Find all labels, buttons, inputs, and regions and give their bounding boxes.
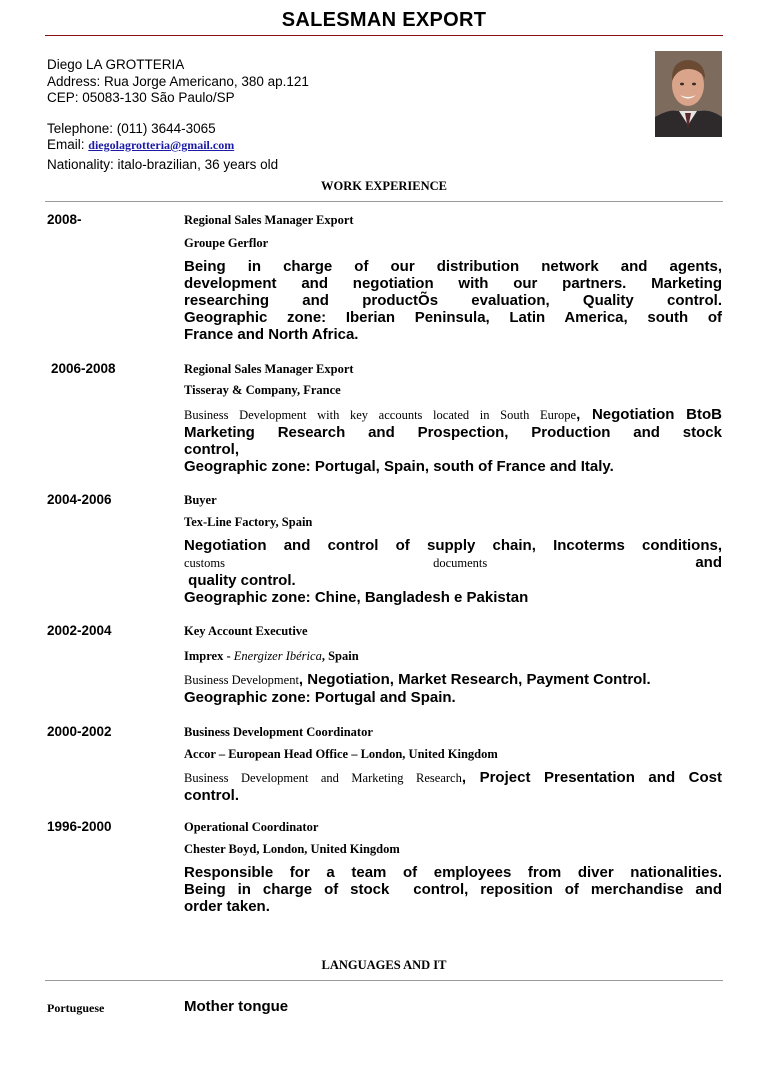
description-line: order taken.: [184, 898, 270, 915]
description-line: Geographic zone: Iberian Peninsula, Latin America, south of: [184, 309, 722, 326]
company-name: Imprex -: [184, 649, 234, 663]
description-line: Negotiation and control of supply chain, Incoterms conditions,: [184, 537, 722, 554]
description-line: development and negotiation with our partners. Marketing: [184, 275, 722, 292]
description-lead-bold: , Negotiation, Market Research, Payment Control.: [298, 671, 651, 688]
language-level: Mother tongue: [184, 998, 289, 1015]
document-title: SALESMAN EXPORT: [281, 9, 487, 31]
job-company: [184, 649, 359, 664]
description-word: and: [695, 554, 722, 571]
job-years: 2000-2002: [47, 724, 112, 739]
profile-photo: [655, 51, 722, 137]
job-company: Tex-Line Factory, Spain: [184, 515, 313, 529]
description-lead: Business Development and Marketing Research: [184, 771, 462, 785]
company-location: , Spain: [321, 649, 359, 663]
description-line: researching and productÕs evaluation, Quality control.: [184, 292, 722, 309]
title-divider: [45, 35, 723, 36]
job-role: Regional Sales Manager Export: [184, 362, 354, 376]
description-line: [184, 769, 722, 787]
description-line: Marketing Research and Prospection, Production and stock: [184, 424, 722, 441]
contact-name: Diego LA GROTTERIA: [47, 57, 185, 72]
description-line: Responsible for a team of employees from diver nationalities.: [184, 864, 722, 881]
description-lead-bold: , Project Presentation and Cost: [461, 769, 723, 786]
job-years: 1996-2000: [47, 819, 112, 834]
description-line: Geographic zone: Portugal and Spain.: [184, 689, 456, 706]
company-brand: Energizer Ibérica: [233, 649, 322, 663]
job-description: [184, 258, 722, 343]
description-word: customs: [184, 556, 225, 570]
description-line: [184, 406, 722, 424]
section-heading-languages: LANGUAGES AND IT: [321, 958, 447, 972]
email-link[interactable]: diegolagrotteria@gmail.com: [88, 138, 235, 152]
job-years: 2004-2006: [47, 492, 112, 507]
description-lead-bold: , Negotiation BtoB: [576, 406, 722, 423]
job-company: Chester Boyd, London, United Kingdom: [184, 842, 400, 856]
description-line: France and North Africa.: [184, 326, 359, 343]
job-years: 2002-2004: [47, 623, 112, 638]
job-years: 2006-2008: [51, 361, 116, 376]
job-description: [184, 769, 722, 804]
description-line: [184, 671, 722, 689]
job-company: Groupe Gerflor: [184, 236, 269, 250]
description-line: Being in charge of stock control, reposition of merchandise and: [184, 881, 722, 898]
contact-address: Address: Rua Jorge Americano, 380 ap.121: [47, 73, 309, 89]
description-line: quality control.: [184, 572, 296, 589]
job-role: Business Development Coordinator: [184, 725, 373, 739]
description-line: Being in charge of our distribution network and agents,: [184, 258, 722, 275]
section-divider: [45, 980, 723, 981]
description-lead: Business Development with key accounts located in South Europe: [184, 408, 577, 422]
job-company: Tisseray & Company, France: [184, 383, 341, 397]
contact-email-row: [47, 137, 627, 154]
email-label: Email:: [47, 137, 85, 152]
description-line: Geographic zone: Chine, Bangladesh e Pakistan: [184, 589, 529, 606]
job-role: Regional Sales Manager Export: [184, 213, 354, 227]
portrait-image: [655, 51, 722, 137]
job-company: Accor – European Head Office – London, United Kingdom: [184, 747, 498, 761]
job-role: Operational Coordinator: [184, 820, 319, 834]
contact-block: [47, 57, 627, 173]
description-lead: Business Development: [184, 673, 299, 687]
contact-telephone: Telephone: (011) 3644-3065: [47, 120, 216, 136]
contact-nationality: Nationality: italo-brazilian, 36 years old: [47, 156, 279, 172]
language-name: Portuguese: [47, 1001, 105, 1015]
job-description: [184, 864, 722, 915]
job-years: 2008-: [47, 212, 82, 227]
description-line: control,: [184, 441, 239, 458]
job-description: [184, 671, 722, 706]
description-word: documents: [433, 556, 488, 570]
job-role: Key Account Executive: [184, 624, 308, 638]
description-line: [184, 554, 722, 572]
description-line: control.: [184, 787, 239, 804]
job-role: Buyer: [184, 493, 217, 507]
job-description: [184, 406, 722, 475]
section-heading-work-experience: WORK EXPERIENCE: [320, 179, 448, 193]
job-description: [184, 537, 722, 606]
contact-cep: CEP: 05083-130 São Paulo/SP: [47, 90, 235, 105]
description-line: Geographic zone: Portugal, Spain, south of France and Italy.: [184, 458, 614, 475]
section-divider: [45, 201, 723, 202]
